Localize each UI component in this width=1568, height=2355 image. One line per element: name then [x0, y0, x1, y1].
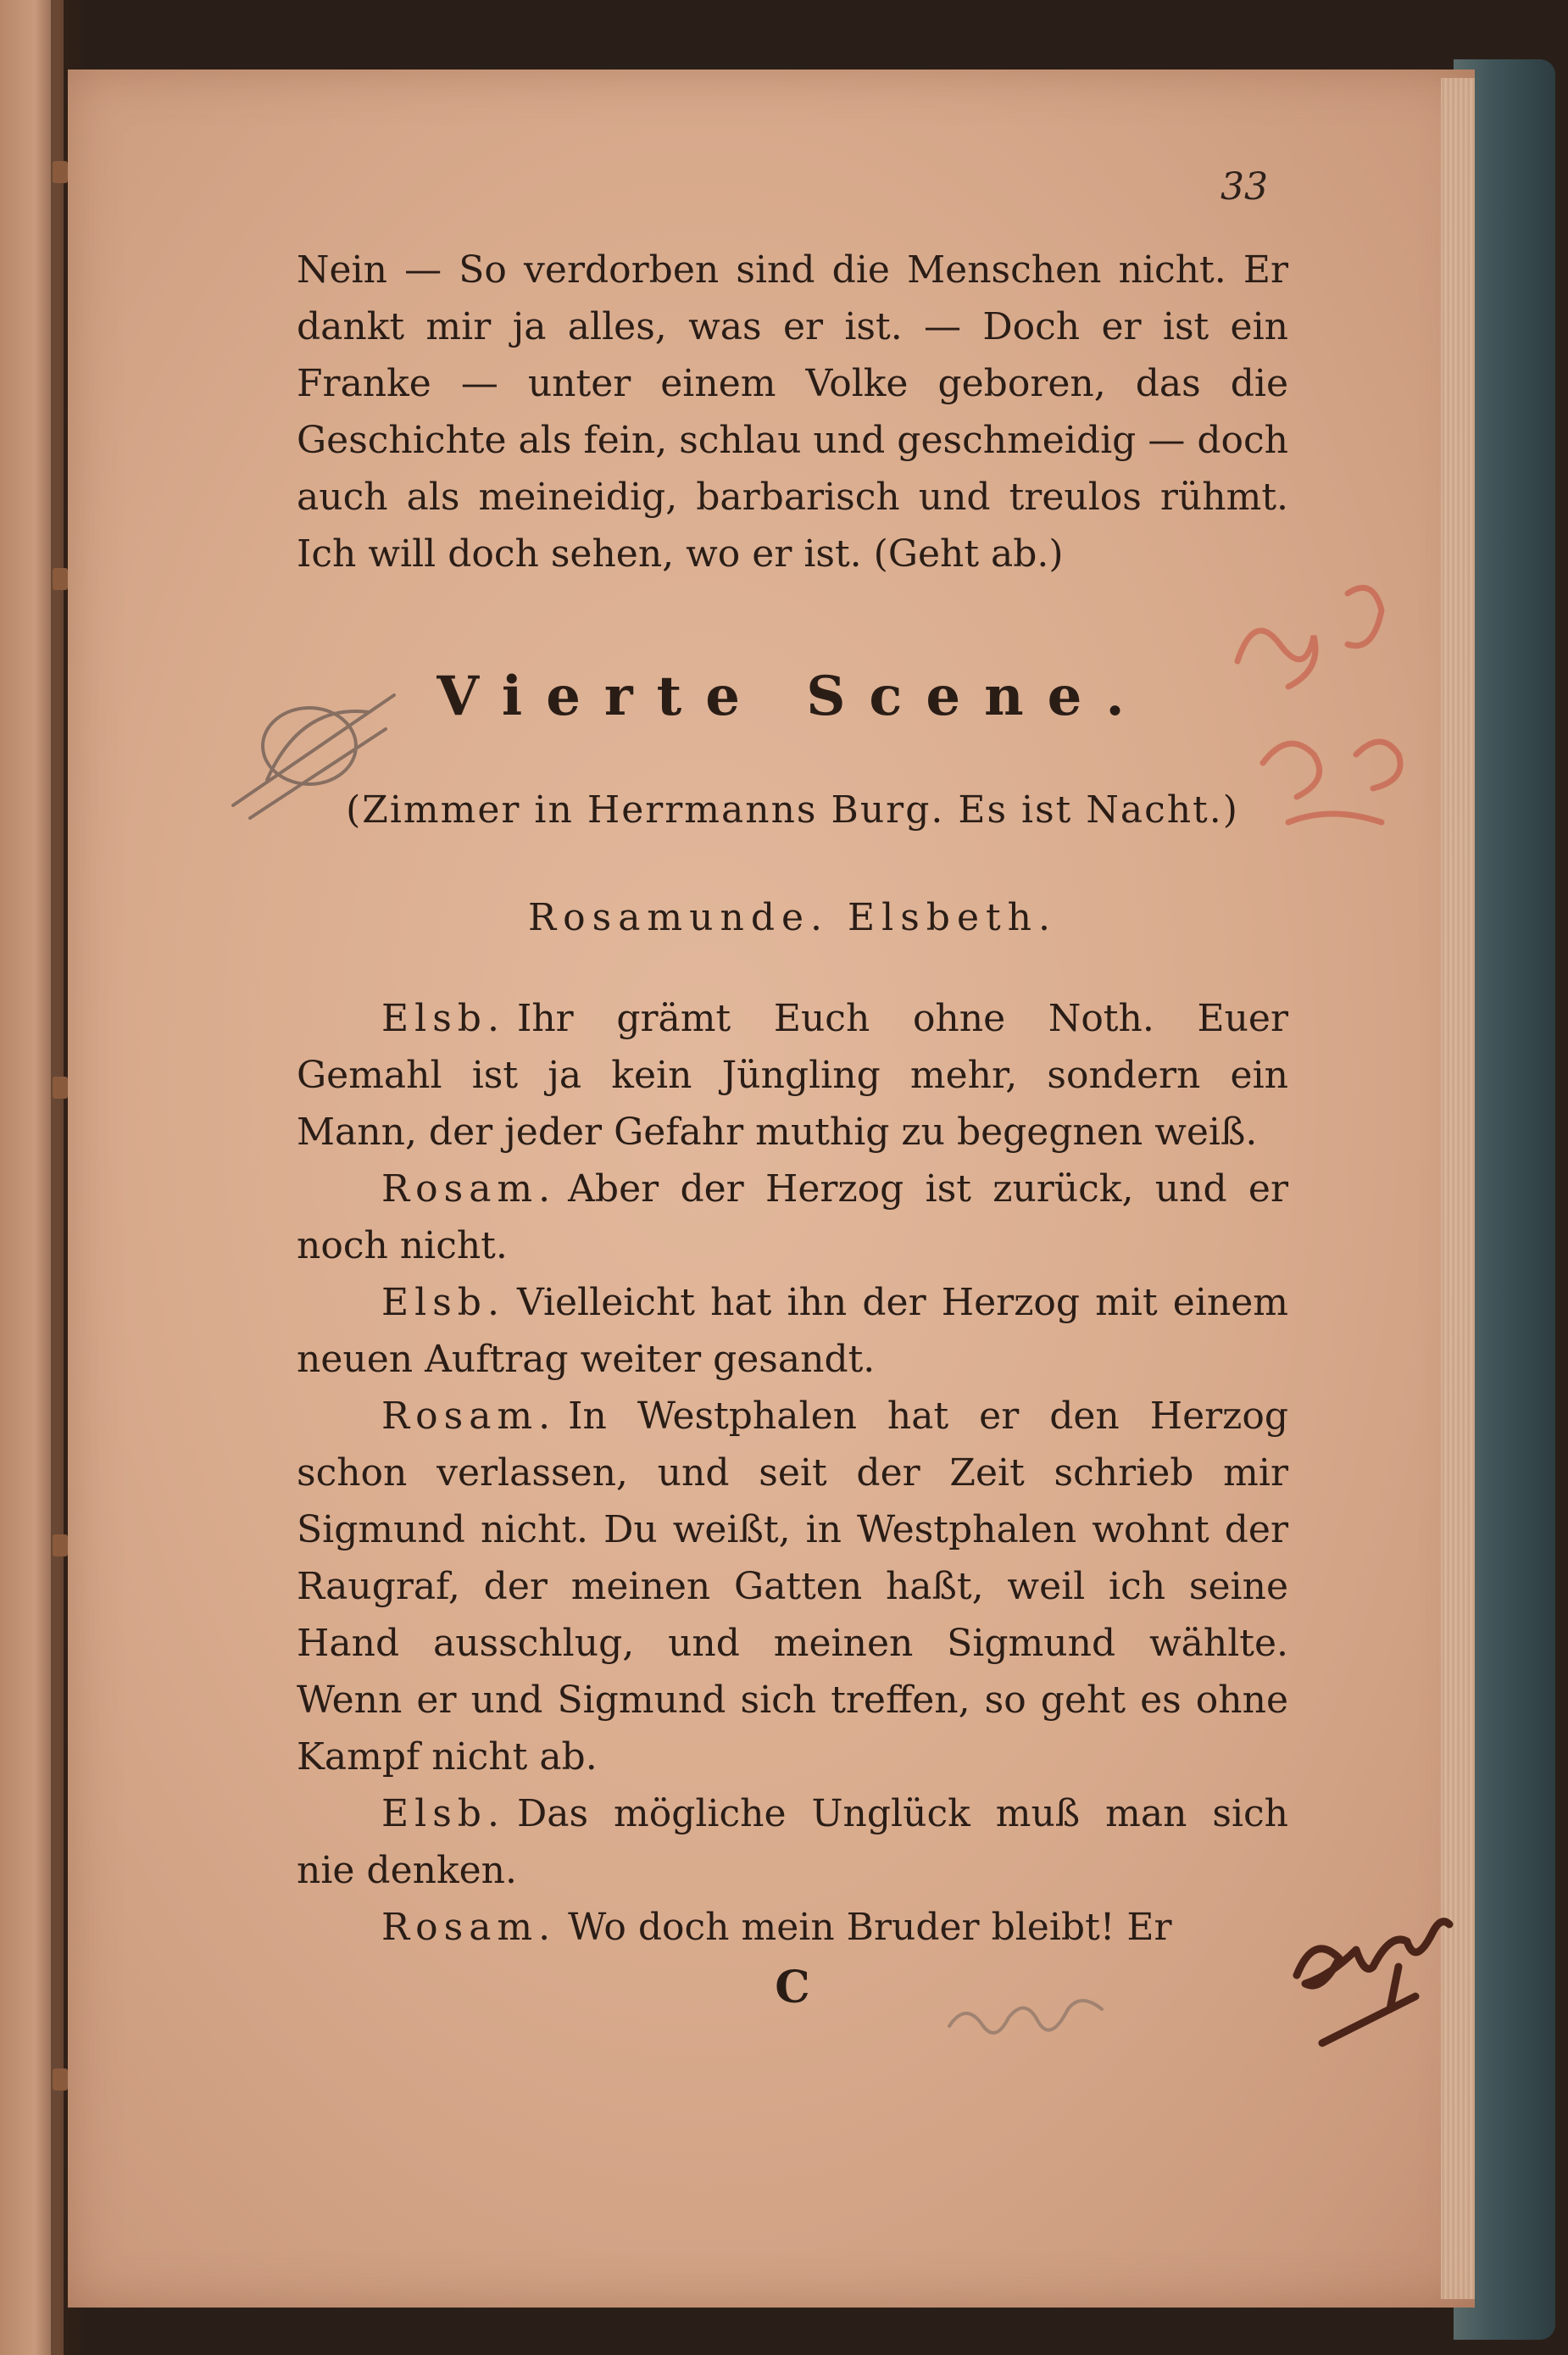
speech-text: Aber der Herzog ist zurück, und er noch nicht.	[297, 1167, 1288, 1267]
speech-text: Wo doch mein Bruder bleibt! Er	[568, 1906, 1172, 1949]
character-list: Rosamunde. Elsbeth.	[528, 896, 1057, 939]
page-number: 33	[1220, 165, 1268, 209]
speech-line	[297, 1899, 1288, 1956]
pencil-scribble	[941, 1984, 1119, 2052]
speaker-name: Rosam.	[381, 1167, 557, 1211]
binding-stitch	[53, 1534, 68, 1556]
speech-text: In Westphalen hat er den Herzog schon verlassen, und seit der Zeit schrieb mir Sigmund nicht. Du weißt, in Westphalen wohnt der Raugraf, der meinen Gatten haßt, weil ich seine Hand ausschlug, und meinen Sigmund wählte. Wenn er und Sigmund sich treffen, so geht es ohne Kampf nicht ab.	[297, 1395, 1288, 1779]
text-block	[297, 242, 1288, 2016]
opening-paragraph: Nein — So verdorben sind die Menschen nicht. Er dankt mir ja alles, was er ist. — Doch er ist ein Franke — unter einem Volke geboren, das die Geschichte als fein, schlau und geschmeidig — doch auch als meineidig, barbarisch und treulos rühmt. Ich will doch sehen, wo er ist. (Geht ab.)	[297, 248, 1288, 576]
speaker-name: Elsb.	[381, 1792, 505, 1835]
binding-stitch	[53, 1077, 68, 1099]
speaker-name: Rosam.	[381, 1395, 557, 1438]
binding-stitch	[53, 2068, 68, 2091]
speaker-name: Elsb.	[381, 997, 505, 1040]
binding-stitch	[53, 568, 68, 590]
stage-direction: (Zimmer in Herrmanns Burg. Es ist Nacht.)	[346, 788, 1239, 832]
speech-text: Das mögliche Unglück muß man sich nie denken.	[297, 1792, 1288, 1892]
speaker-name: Rosam.	[381, 1906, 557, 1949]
signature-mark: C	[775, 1962, 810, 2013]
speech-line	[297, 1274, 1288, 1388]
speech-text: Ihr grämt Euch ohne Noth. Euer Gemahl ist ja kein Jüngling mehr, sondern ein Mann, der jeder Gefahr muthig zu begegnen weiß.	[297, 997, 1288, 1154]
scene-title: Vierte Scene.	[436, 665, 1148, 728]
speech-text: Vielleicht hat ihn der Herzog mit einem neuen Auftrag weiter gesandt.	[297, 1281, 1288, 1381]
speech-line	[297, 1785, 1288, 1899]
speech-line	[297, 1161, 1288, 1274]
binding-stitch	[53, 161, 68, 183]
dialogue	[297, 990, 1288, 1956]
speaker-name: Elsb.	[381, 1281, 505, 1324]
speech-line	[297, 1388, 1288, 1785]
speech-line	[297, 990, 1288, 1161]
ink-signature-mark	[1271, 1916, 1492, 2068]
